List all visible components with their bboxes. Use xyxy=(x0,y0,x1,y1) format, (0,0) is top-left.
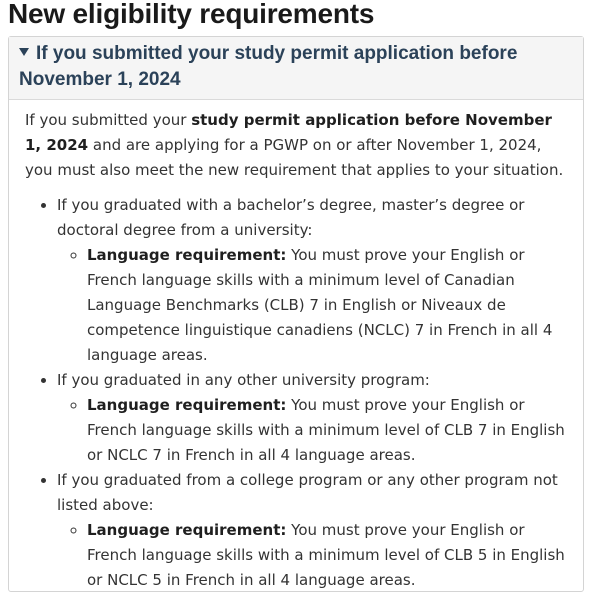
intro-paragraph xyxy=(25,108,565,183)
expandable-section xyxy=(8,36,584,592)
list-item-text: If you graduated from a college program or any other program not listed above: xyxy=(57,471,558,514)
list-item-text: If you graduated in any other university program: xyxy=(57,371,430,389)
sub-list xyxy=(57,393,565,468)
intro-bold: study permit application before November 1, 2024 xyxy=(25,111,552,154)
requirements-list xyxy=(25,193,565,593)
intro-text: If you submitted your xyxy=(25,111,192,129)
sub-list xyxy=(57,243,565,368)
section-toggle[interactable] xyxy=(9,37,583,100)
sub-list-item xyxy=(87,518,565,593)
sub-item-label: Language requirement: xyxy=(87,246,287,264)
list-item xyxy=(57,193,565,368)
page-title: New eligibility requirements xyxy=(8,0,375,29)
list-item-text: If you graduated with a bachelor’s degree, master’s degree or doctoral degree from a university: xyxy=(57,196,525,239)
list-item xyxy=(57,468,565,593)
caret-down-icon xyxy=(19,48,29,56)
section-content xyxy=(9,100,583,593)
intro-text-end: and are applying for a PGWP on or after November 1, 2024, you must also meet the new requirement that applies to your situation. xyxy=(25,136,564,179)
section-toggle-label: If you submitted your study permit application before November 1, 2024 xyxy=(19,43,518,90)
sub-item-label: Language requirement: xyxy=(87,521,287,539)
sub-item-label: Language requirement: xyxy=(87,396,287,414)
sub-item-text: You must prove your English or French language skills with a minimum level of Canadian Language Benchmarks (CLB) 7 in English or Niveaux de competence linguistique canadiens (NCLC) 7 in French in all 4 language areas. xyxy=(87,246,553,364)
sub-item-text: You must prove your English or French language skills with a minimum level of CLB 5 in English or NCLC 5 in French in all 4 language areas. xyxy=(87,521,565,589)
sub-list-item xyxy=(87,243,565,368)
sub-item-text: You must prove your English or French language skills with a minimum level of CLB 7 in English or NCLC 7 in French in all 4 language areas. xyxy=(87,396,565,464)
list-item xyxy=(57,368,565,468)
sub-list-item xyxy=(87,393,565,468)
sub-list xyxy=(57,518,565,593)
